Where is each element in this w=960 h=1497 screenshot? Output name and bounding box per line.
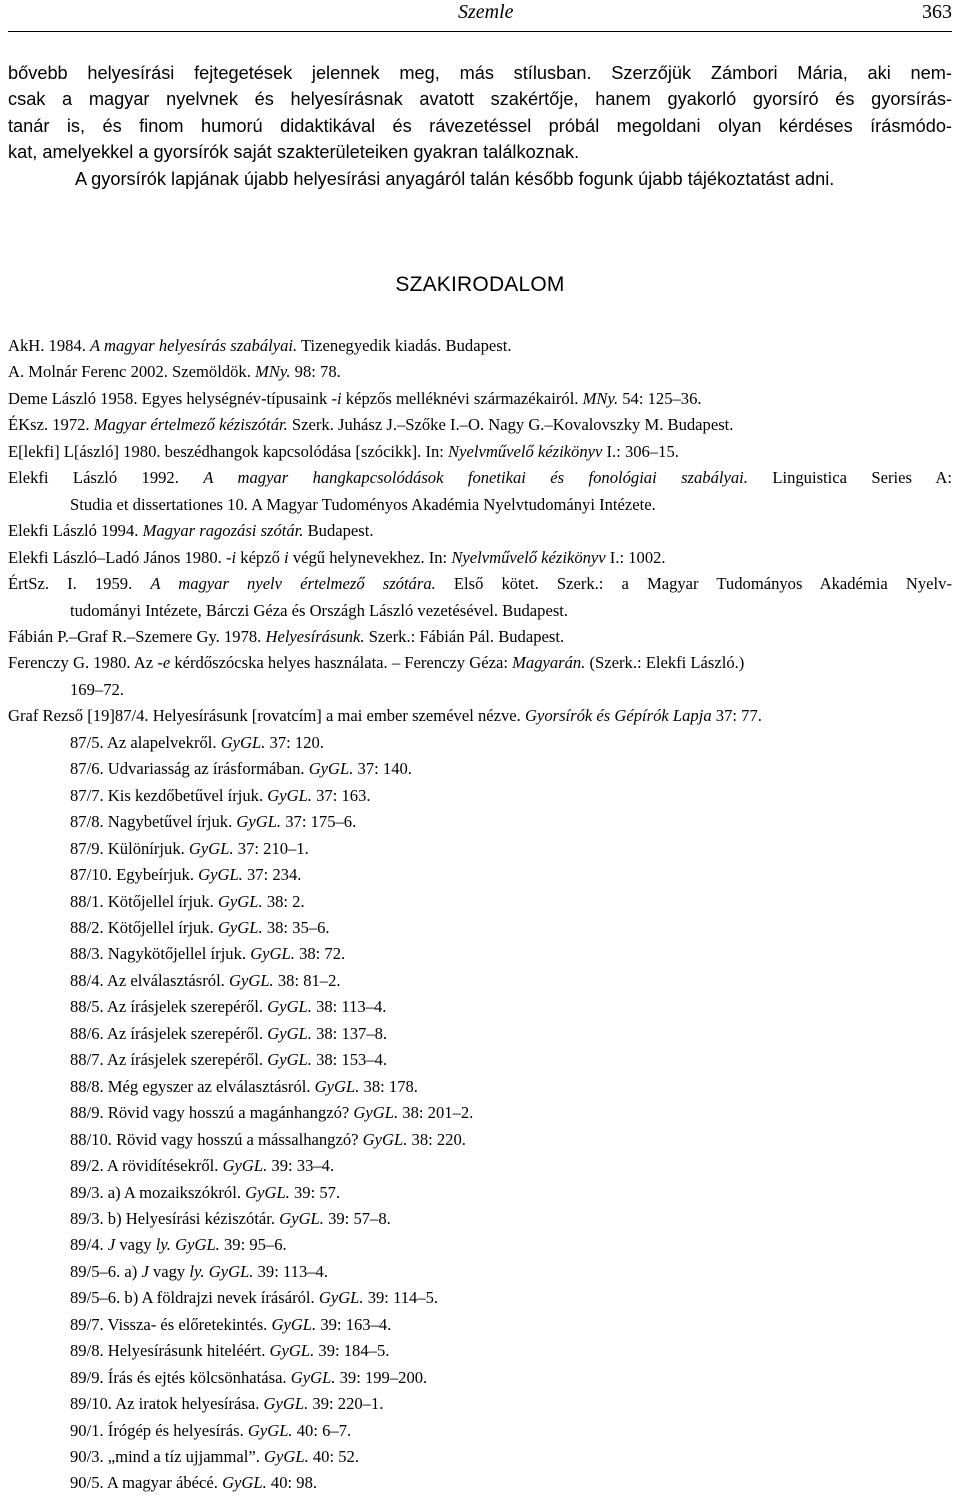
reference-italic-text: A magyar helyesírás szabályai. [90,336,298,355]
reference-text: 39: 163–4. [316,1314,392,1334]
reference-text: 88/5. Az írásjelek szerepéről. [70,997,268,1017]
reference-text: 39: 114–5. [363,1288,439,1308]
reference-text: 39: 33–4. [267,1156,335,1176]
reference-entry [8,650,952,676]
reference-continuation [8,492,952,518]
reference-entry [8,518,952,544]
reference-italic-text: GyGL. [362,1129,408,1149]
reference-text: 88/10. Rövid vagy hosszú a mássalhangzó? [70,1129,363,1149]
reference-text: 37: 163. [311,785,371,805]
reference-text: 88/2. Kötőjellel írjuk. [70,917,218,937]
reference-italic-text: GyGL. [220,732,266,752]
reference-text: Szerk.: Fábián Pál. Budapest. [364,626,565,646]
reference-text: 38: 72. [294,944,346,964]
reference-italic-text: ly. [189,1261,205,1281]
reference-subentry [8,1365,952,1391]
reference-subentry [8,783,952,809]
reference-italic-text: GyGL. [271,1314,317,1334]
reference-entry [8,412,952,438]
reference-text: vagy [148,1261,190,1281]
reference-text: Elekfi László–Ladó János 1980. [8,547,226,567]
reference-subentry [8,1285,952,1311]
reference-text: Deme László 1958. Egyes helységnév-típusaink [8,388,332,408]
body-text [8,60,952,192]
reference-italic-text: GyGL. [290,1367,336,1387]
reference-text: 40: 52. [308,1447,359,1467]
reference-italic-text: GyGL. [263,1394,309,1414]
reference-subentry [8,1047,952,1073]
reference-subentry [8,1021,952,1047]
reference-italic-text: Magyarán. [512,653,586,673]
reference-text: 39: 199–200. [335,1367,428,1387]
reference-subentry [8,1418,952,1444]
reference-subentry [8,968,952,994]
reference-text: 39: 57–8. [323,1208,391,1228]
reference-text: 38: 137–8. [311,1023,388,1043]
reference-subentry [8,941,952,967]
reference-text: 87/5. Az alapelvekről. [70,732,221,752]
reference-text: 39: 113–4. [253,1261,328,1281]
reference-italic-text: GyGL. [269,1341,315,1361]
reference-italic-text: GyGL. [198,865,243,885]
body-line: A gyorsírók lapjának újabb helyesírási anyagáról talán később fogunk újabb tájékoztatást adni. [75,168,835,189]
reference-text: Graf Rezső [19]87/4. Helyesírásunk [rovatcím] a mai ember szemével nézve. [8,706,525,726]
reference-italic-text: GyGL. [267,785,312,805]
reference-entry [8,359,952,385]
reference-text: 39: 220–1. [308,1394,384,1414]
reference-text: végű helynevekhez. In: [288,547,452,567]
reference-italic-text: J [107,1235,116,1255]
reference-text: 38: 153–4. [311,1050,388,1070]
reference-text: 40: 98. [266,1473,318,1493]
reference-subentry [8,1206,952,1232]
reference-text: ÉKsz. 1972. [8,415,94,435]
body-line: tanár is, és finom humorú didaktikával és rávezetéssel próbál megoldani olyan kérdéses írásmódo- [8,115,952,136]
reference-text: A. Molnár Ferenc 2002. Szemöldök. [8,362,256,382]
reference-entry [8,703,952,729]
reference-text: 89/5–6. b) A földrajzi nevek írásáról. [70,1288,319,1308]
reference-text: 39: 184–5. [314,1341,390,1361]
reference-text: 87/8. Nagybetűvel írjuk. [70,812,237,832]
references-list [8,333,952,1497]
reference-italic-text: GyGL. [188,838,234,858]
reference-italic-text: GyGL. [318,1288,364,1308]
reference-continuation [8,598,952,624]
reference-text: Elekfi László 1994. [8,521,143,541]
reference-subentry [8,1153,952,1179]
reference-text: Első kötet. Szerk.: a Magyar Tudományos Akadémia Nyelv- [435,574,952,594]
reference-text: Tizenegyedik kiadás. Budapest. [297,336,512,355]
reference-text: 39: 57. [289,1182,341,1202]
reference-text: képzős melléknévi származékairól. [341,388,583,408]
reference-entry [8,571,952,597]
reference-entry [8,465,952,491]
reference-text: I.: 306–15. [602,441,679,461]
reference-italic-text: GyGL. [250,944,295,964]
reference-italic-text: GyGL. [314,1076,360,1096]
reference-italic-text: MNy. [255,362,291,382]
reference-text: 38: 81–2. [273,970,341,990]
reference-italic-text: Magyar ragozási szótár. [142,521,304,541]
reference-text: (Szerk.: Elekfi László.) [585,653,745,673]
reference-subentry [8,1444,952,1470]
reference-italic-text: MNy. [582,388,619,408]
reference-text: 54: 125–36. [618,388,702,408]
reference-text: 89/3. b) Helyesírási kéziszótár. [70,1208,280,1228]
reference-italic-text: J [141,1261,149,1281]
reference-subentry [8,1127,952,1153]
reference-italic-text: Magyar értelmező kéziszótár. [93,415,288,435]
reference-italic-text: GyGL. [264,1447,309,1467]
reference-text: Ferenczy G. 1980. Az [8,653,158,673]
reference-italic-text: GyGL. [175,1235,220,1255]
body-line: bővebb helyesírási fejtegetések jelennek meg, más stílusban. Szerzőjük Zámbori Mária, aki nem- [8,63,952,83]
reference-subentry [8,889,952,915]
reference-entry [8,545,952,571]
reference-text: Studia et dissertationes 10. A Magyar Tudoményos Akadémia Nyelvtudományi Intézete. [70,494,656,514]
reference-subentry [8,836,952,862]
reference-text: 169–72. [70,679,124,699]
reference-subentry [8,756,952,782]
reference-subentry [8,862,952,888]
reference-text: 40: 6–7. [292,1420,352,1440]
reference-italic-text: GyGL. [247,1420,293,1440]
reference-text: 89/7. Vissza- és előretekintés. [70,1314,272,1334]
reference-subentry [8,1100,952,1126]
reference-italic-text: GyGL. [267,1050,312,1070]
reference-text: 37: 175–6. [281,812,357,832]
reference-italic-text: GyGL. [236,812,282,832]
reference-italic-text: GyGL. [222,1156,268,1176]
reference-subentry [8,1232,952,1258]
reference-text: 88/8. Még egyszer az elválasztásról. [70,1076,315,1096]
reference-italic-text: Nyelvművelő kézikönyv [448,441,603,461]
reference-entry [8,624,952,650]
reference-text: ÉrtSz. I. 1959. [8,574,151,594]
reference-text: 88/6. Az írásjelek szerepéről. [70,1023,268,1043]
reference-text: 90/1. Írógép és helyesírás. [70,1420,248,1440]
reference-text: AkH. 1984. [8,336,91,355]
reference-text: 38: 2. [262,891,305,911]
reference-italic-text: GyGL. [228,970,274,990]
reference-italic-text: -i [225,547,237,567]
reference-text: 89/9. Írás és ejtés kölcsönhatása. [70,1367,291,1387]
page-number: 363 [922,1,952,23]
reference-text: 90/5. A magyar ábécé. [70,1473,223,1493]
reference-entry [8,439,952,465]
reference-text: 88/3. Nagykötőjellel írjuk. [70,944,251,964]
reference-text: I.: 1002. [605,547,666,567]
reference-text: Elekfi László 1992. [8,468,204,488]
reference-entry [8,386,952,412]
reference-text: Linguistica Series A: [747,468,952,488]
reference-text: 87/7. Kis kezdőbetűvel írjuk. [70,785,268,805]
reference-text: 39: 95–6. [219,1235,287,1255]
reference-text: 38: 113–4. [311,997,387,1017]
reference-italic-text: GyGL. [267,1023,312,1043]
reference-continuation [8,677,952,703]
reference-text: 87/10. Egybeírjuk. [70,865,199,885]
reference-text: 37: 140. [353,759,412,779]
reference-italic-text: -e [157,653,171,673]
reference-subentry [8,915,952,941]
reference-text: 89/10. Az iratok helyesírása. [70,1394,264,1414]
reference-subentry [8,730,952,756]
reference-text: 89/5–6. a) [70,1261,142,1281]
journal-title: Szemle [458,1,514,23]
reference-italic-text: i [284,547,289,567]
reference-italic-text: Helyesírásunk. [265,626,365,646]
reference-text: vagy [115,1235,156,1255]
reference-text: kérdőszócska helyes használata. – Ferenczy Géza: [170,653,513,673]
reference-text: 88/9. Rövid vagy hosszú a magánhangzó? [70,1103,354,1123]
running-header [8,0,952,32]
reference-text: 88/1. Kötőjellel írjuk. [70,891,218,911]
reference-text: 90/3. „mind a tíz ujjammal”. [70,1447,265,1467]
reference-text: Szerk. Juhász J.–Szőke I.–O. Nagy G.–Kovalovszky M. Budapest. [287,415,734,435]
reference-subentry [8,1391,952,1417]
reference-text: tudományi Intézete, Bárczi Géza és Országh László vezetésével. Budapest. [70,600,569,620]
reference-text: 37: 77. [711,706,762,726]
reference-italic-text: GyGL. [217,891,263,911]
reference-text: 88/4. Az elválasztásról. [70,970,229,990]
reference-text: 98: 78. [290,362,341,382]
reference-italic-text: GyGL. [308,759,354,779]
reference-text: Fábián P.–Graf R.–Szemere Gy. 1978. [8,626,266,646]
reference-text: 37: 234. [242,865,302,885]
reference-italic-text: GyGL. [245,1182,290,1202]
reference-italic-text: Gyorsírók és Gépírók Lapja [524,706,712,726]
reference-text: 89/2. A rövidítésekről. [70,1156,223,1176]
reference-text: 89/4. [70,1235,108,1255]
reference-text: 37: 120. [265,732,324,752]
reference-text: Budapest. [303,521,374,541]
reference-text: 89/8. Helyesírásunk hiteléért. [70,1341,270,1361]
reference-subentry [8,809,952,835]
reference-italic-text: ly. [155,1235,171,1255]
reference-subentry [8,1312,952,1338]
reference-italic-text: GyGL. [208,1261,254,1281]
reference-text: 89/3. a) A mozaikszókról. [70,1182,246,1202]
reference-text: képző [236,547,285,567]
reference-italic-text: Nyelvművelő kézikönyv [451,547,606,567]
reference-subentry [8,1074,952,1100]
reference-italic-text: GyGL. [353,1103,399,1123]
reference-italic-text: GyGL. [279,1208,324,1228]
reference-italic-text: GyGL. [267,997,312,1017]
reference-text: 87/6. Udvariasság az írásformában. [70,759,309,779]
reference-entry [8,333,952,359]
reference-text: E[lekfi] L[ászló] 1980. beszédhangok kapcsolódása [szócikk]. In: [8,441,449,461]
reference-italic-text: GyGL. [222,1473,267,1493]
reference-text: 38: 220. [407,1129,466,1149]
reference-subentry [8,1470,952,1496]
reference-italic-text: A magyar nyelv értelmező szótára. [150,574,436,594]
reference-text: 38: 201–2. [398,1103,474,1123]
reference-text: 37: 210–1. [233,838,309,858]
section-heading: SZAKIRODALOM [395,273,565,296]
reference-text: 87/9. Különírjuk. [70,838,189,858]
reference-subentry [8,994,952,1020]
reference-text: 38: 35–6. [262,917,330,937]
reference-italic-text: GyGL. [217,917,263,937]
reference-italic-text: A magyar hangkapcsolódások fonetikai és fonológiai szabályai. [203,468,748,488]
reference-text: 88/7. Az írásjelek szerepéről. [70,1050,268,1070]
reference-subentry [8,1259,952,1285]
body-line: kat, amelyekkel a gyorsírók saját szakterületeiken gyakran találkoznak. [8,142,580,163]
reference-italic-text: -i [331,388,342,408]
reference-subentry [8,1338,952,1364]
reference-subentry [8,1180,952,1206]
body-line: csak a magyar nyelvnek és helyesírásnak avatott szakértője, hanem gyakorló gyorsíró és gyorsírás- [8,89,952,110]
reference-text: 38: 178. [359,1076,418,1096]
